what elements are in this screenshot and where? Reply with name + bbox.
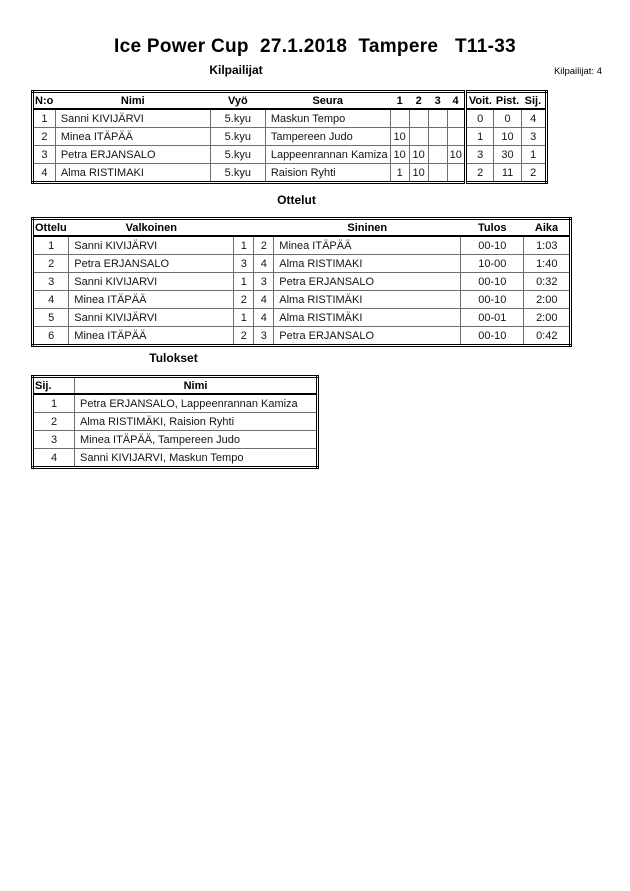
matches-cell: 00-01 <box>461 309 524 327</box>
matches-cell: 1 <box>234 309 254 327</box>
competitors-cell: 1 <box>465 128 494 146</box>
matches-section-title: Ottelut <box>277 193 316 207</box>
results-column-header: Nimi <box>75 377 318 395</box>
results-cell: Minea ITÄPÄÄ, Tampereen Judo <box>75 431 318 449</box>
competitors-header-row <box>33 92 547 110</box>
matches-row <box>33 291 571 309</box>
competitors-cell <box>447 164 465 183</box>
matches-row <box>33 236 571 255</box>
matches-cell: 1 <box>33 236 69 255</box>
competitors-cell: Tampereen Judo <box>265 128 390 146</box>
competitors-cell: 5.kyu <box>210 128 265 146</box>
competitors-cell: 1 <box>33 109 56 128</box>
competitors-cell: 10 <box>494 128 521 146</box>
competitors-cell: 10 <box>447 146 465 164</box>
competitors-column-header: N:o <box>33 92 56 110</box>
competitors-cell: 5.kyu <box>210 146 265 164</box>
competitors-row <box>33 164 547 183</box>
matches-row <box>33 309 571 327</box>
matches-cell: 3 <box>254 327 274 346</box>
matches-cell: 4 <box>33 291 69 309</box>
results-cell: Petra ERJANSALO, Lappeenrannan Kamiza <box>75 394 318 413</box>
matches-cell: 2:00 <box>524 309 571 327</box>
matches-cell: 00-10 <box>461 291 524 309</box>
matches-cell: 5 <box>33 309 69 327</box>
competitors-cell: Petra ERJANSALO <box>55 146 210 164</box>
matches-cell: 00-10 <box>461 327 524 346</box>
matches-cell: 10-00 <box>461 255 524 273</box>
competitors-column-header: Seura <box>265 92 390 110</box>
competitors-cell <box>428 164 447 183</box>
results-row <box>33 413 318 431</box>
competitors-column-header: Pist. <box>494 92 521 110</box>
matches-cell: Petra ERJANSALO <box>274 327 461 346</box>
matches-cell: 2 <box>254 236 274 255</box>
competitors-column-header: Nimi <box>55 92 210 110</box>
results-cell: Alma RISTIMÄKI, Raision Ryhti <box>75 413 318 431</box>
matches-column-header <box>234 219 254 237</box>
competitors-section-title: Kilpailijat <box>209 63 263 77</box>
competitors-cell: 10 <box>390 128 409 146</box>
matches-column-header <box>254 219 274 237</box>
matches-cell: 2 <box>234 291 254 309</box>
page-title: Ice Power Cup 27.1.2018 Tampere T11-33 <box>114 36 516 57</box>
competitors-cell <box>390 109 409 128</box>
matches-cell: 4 <box>254 291 274 309</box>
competitors-cell: 30 <box>494 146 521 164</box>
matches-cell: Alma RISTIMAKI <box>274 255 461 273</box>
competitors-column-header: 1 <box>390 92 409 110</box>
matches-row <box>33 327 571 346</box>
competitors-count-label: Kilpailijat: 4 <box>553 66 602 77</box>
matches-column-header: Aika <box>524 219 571 237</box>
competitors-cell: 3 <box>465 146 494 164</box>
matches-cell: Petra ERJANSALO <box>274 273 461 291</box>
results-cell: 2 <box>33 413 75 431</box>
competitors-column-header: Sij. <box>521 92 546 110</box>
competitors-column-header: 3 <box>428 92 447 110</box>
competitors-row <box>33 128 547 146</box>
matches-cell: 1 <box>234 273 254 291</box>
matches-table <box>31 217 572 347</box>
competitors-cell: 5.kyu <box>210 109 265 128</box>
competitors-cell: 4 <box>33 164 56 183</box>
competitors-table <box>31 90 548 184</box>
results-cell: 1 <box>33 394 75 413</box>
matches-cell: 2:00 <box>524 291 571 309</box>
competitors-column-header: Voit. <box>465 92 494 110</box>
matches-row <box>33 273 571 291</box>
competitors-cell: Maskun Tempo <box>265 109 390 128</box>
matches-cell: 1:40 <box>524 255 571 273</box>
matches-cell: Alma RISTIMÄKI <box>274 291 461 309</box>
results-row <box>33 394 318 413</box>
matches-cell: 3 <box>254 273 274 291</box>
competitors-cell: Minea ITÄPÄÄ <box>55 128 210 146</box>
competitors-cell: 5.kyu <box>210 164 265 183</box>
matches-row <box>33 255 571 273</box>
competitors-cell: 2 <box>33 128 56 146</box>
results-cell: 3 <box>33 431 75 449</box>
matches-cell: 2 <box>33 255 69 273</box>
competitors-cell: 0 <box>494 109 521 128</box>
matches-cell: 4 <box>254 309 274 327</box>
matches-cell: Minea ITÄPÄÄ <box>69 291 234 309</box>
competitors-column-header: 2 <box>409 92 428 110</box>
matches-cell: Petra ERJANSALO <box>69 255 234 273</box>
matches-cell: 0:42 <box>524 327 571 346</box>
competitors-cell: 1 <box>390 164 409 183</box>
matches-cell: 3 <box>234 255 254 273</box>
competitors-cell <box>428 146 447 164</box>
results-section-title: Tulokset <box>149 351 198 365</box>
competitors-column-header: Vyö <box>210 92 265 110</box>
matches-cell: Minea ITÄPÄÄ <box>274 236 461 255</box>
competitors-cell: 10 <box>409 164 428 183</box>
matches-cell: Alma RISTIMÄKI <box>274 309 461 327</box>
competitors-cell: Sanni KIVIJÄRVI <box>55 109 210 128</box>
matches-cell: Minea ITÄPÄÄ <box>69 327 234 346</box>
matches-cell: 1 <box>234 236 254 255</box>
competitors-cell <box>409 109 428 128</box>
competitors-cell: 11 <box>494 164 521 183</box>
competitors-cell: 0 <box>465 109 494 128</box>
competitors-cell: 4 <box>521 109 546 128</box>
competitors-cell <box>428 128 447 146</box>
competitors-row <box>33 146 547 164</box>
competitors-cell: Raision Ryhti <box>265 164 390 183</box>
matches-cell: Sanni KIVIJARVI <box>69 273 234 291</box>
matches-cell: 0:32 <box>524 273 571 291</box>
matches-cell: 2 <box>234 327 254 346</box>
competitors-row <box>33 109 547 128</box>
matches-header-row <box>33 219 571 237</box>
matches-cell: 1:03 <box>524 236 571 255</box>
competitors-cell <box>409 128 428 146</box>
results-column-header: Sij. <box>33 377 75 395</box>
competitors-cell: 10 <box>409 146 428 164</box>
matches-cell: Sanni KIVIJÄRVI <box>69 236 234 255</box>
results-table <box>31 375 319 469</box>
matches-cell: 00-10 <box>461 273 524 291</box>
competitors-cell: 2 <box>521 164 546 183</box>
results-row <box>33 431 318 449</box>
results-cell: Sanni KIVIJARVI, Maskun Tempo <box>75 449 318 468</box>
matches-cell: 4 <box>254 255 274 273</box>
competitors-cell: 3 <box>33 146 56 164</box>
competitors-cell <box>447 128 465 146</box>
results-row <box>33 449 318 468</box>
matches-cell: 00-10 <box>461 236 524 255</box>
matches-column-header: Ottelu <box>33 219 69 237</box>
results-header-row <box>33 377 318 395</box>
competitors-cell: 10 <box>390 146 409 164</box>
competitors-cell <box>447 109 465 128</box>
matches-column-header: Valkoinen <box>69 219 234 237</box>
competitors-cell <box>428 109 447 128</box>
matches-cell: 6 <box>33 327 69 346</box>
competitors-cell: 3 <box>521 128 546 146</box>
results-cell: 4 <box>33 449 75 468</box>
competitors-cell: 1 <box>521 146 546 164</box>
matches-cell: 3 <box>33 273 69 291</box>
competitors-cell: Lappeenrannan Kamiza <box>265 146 390 164</box>
matches-cell: Sanni KIVIJÄRVI <box>69 309 234 327</box>
competitors-cell: 2 <box>465 164 494 183</box>
competitors-column-header: 4 <box>447 92 465 110</box>
matches-column-header: Sininen <box>274 219 461 237</box>
matches-column-header: Tulos <box>461 219 524 237</box>
competitors-cell: Alma RISTIMAKI <box>55 164 210 183</box>
